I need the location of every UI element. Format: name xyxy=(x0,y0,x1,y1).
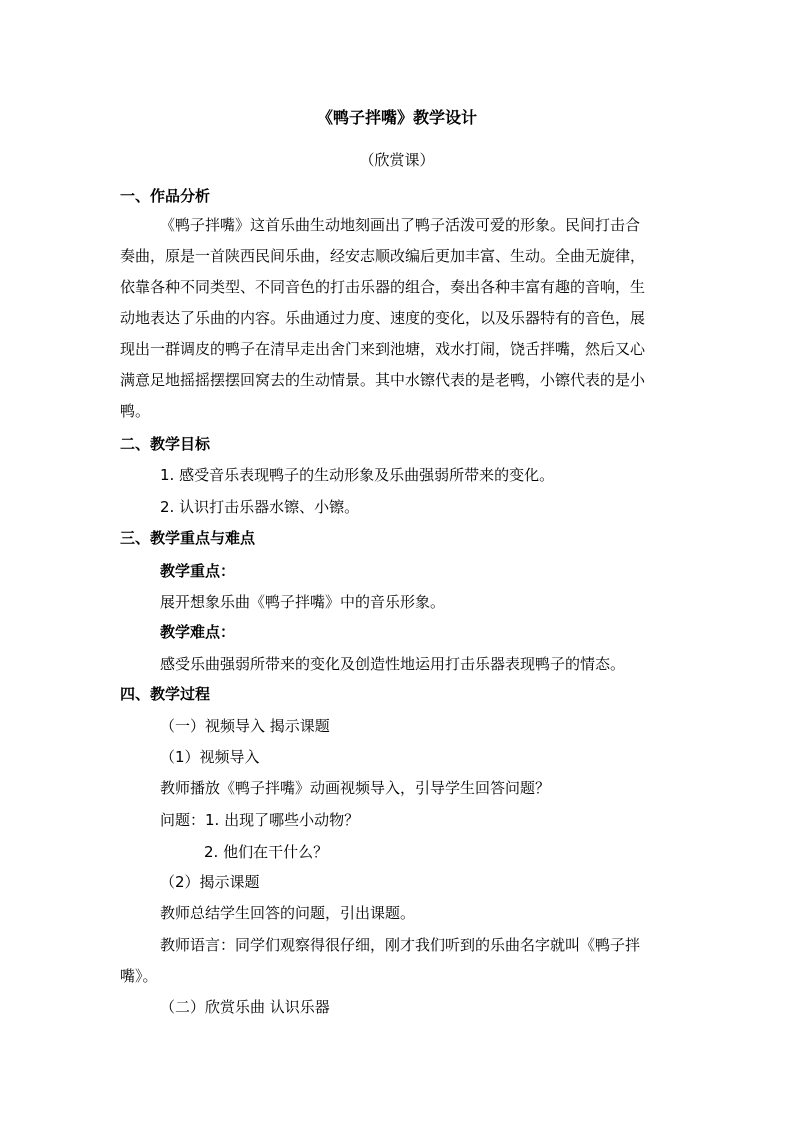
list-item: 1. 感受音乐表现鸭子的生动形象及乐曲强弱所带来的变化。 xyxy=(160,466,555,484)
paragraph-line: 鸭。 xyxy=(120,402,151,420)
paragraph-line: 教师语言：同学们观察得很仔细，刚才我们听到的乐曲名字就叫《鸭子拌 xyxy=(160,936,641,954)
difficulty-label: 教学难点： xyxy=(160,623,236,641)
subsection-heading: （二）欣赏乐曲 认识乐器 xyxy=(160,998,330,1016)
paragraph-line: 依靠各种不同类型、不同音色的打击乐器的组合，奏出各种丰富有趣的音响，生 xyxy=(120,278,646,296)
section-heading: 三、教学重点与难点 xyxy=(120,529,256,547)
subsection-heading: （一）视频导入 揭示课题 xyxy=(160,717,330,735)
step-heading: （1）视频导入 xyxy=(160,748,260,766)
question-line: 2. 他们在干什么？ xyxy=(204,843,329,861)
paragraph-line: 动地表达了乐曲的内容。乐曲通过力度、速度的变化，以及乐器特有的音色，展 xyxy=(120,309,646,327)
step-heading: （2）揭示课题 xyxy=(160,873,260,891)
paragraph-line: 奏曲，原是一首陕西民间乐曲，经安志顺改编后更加丰富、生动。全曲无旋律， xyxy=(120,247,646,265)
list-item: 2. 认识打击乐器水镲、小镲。 xyxy=(160,498,360,516)
difficulty-text: 感受乐曲强弱所带来的变化及创造性地运用打击乐器表现鸭子的情态。 xyxy=(160,655,626,673)
key-point-text: 展开想象乐曲《鸭子拌嘴》中的音乐形象。 xyxy=(160,593,446,611)
paragraph-line: 嘴》。 xyxy=(120,967,158,985)
key-point-label: 教学重点： xyxy=(160,562,236,580)
question-line: 问题：1. 出现了哪些小动物？ xyxy=(160,811,360,829)
section-heading: 二、教学目标 xyxy=(120,435,211,453)
section-heading: 四、教学过程 xyxy=(120,685,211,703)
document-title: 《鸭子拌嘴》教学设计 xyxy=(316,108,477,127)
section-heading: 一、作品分析 xyxy=(120,187,211,205)
document-subtitle: （欣赏课） xyxy=(359,151,435,169)
paragraph-line: 《鸭子拌嘴》这首乐曲生动地刻画出了鸭子活泼可爱的形象。民间打击合 xyxy=(160,216,641,234)
paragraph-line: 满意足地摇摇摆摆回窝去的生动情景。其中水镲代表的是老鸭，小镲代表的是小 xyxy=(120,371,646,389)
paragraph-line: 教师播放《鸭子拌嘴》动画视频导入，引导学生回答问题？ xyxy=(160,779,551,797)
paragraph-line: 教师总结学生回答的问题，引出课题。 xyxy=(160,904,416,922)
paragraph-line: 现出一群调皮的鸭子在清早走出舍门来到池塘，戏水打闹，饶舌拌嘴，然后又心 xyxy=(120,340,646,358)
